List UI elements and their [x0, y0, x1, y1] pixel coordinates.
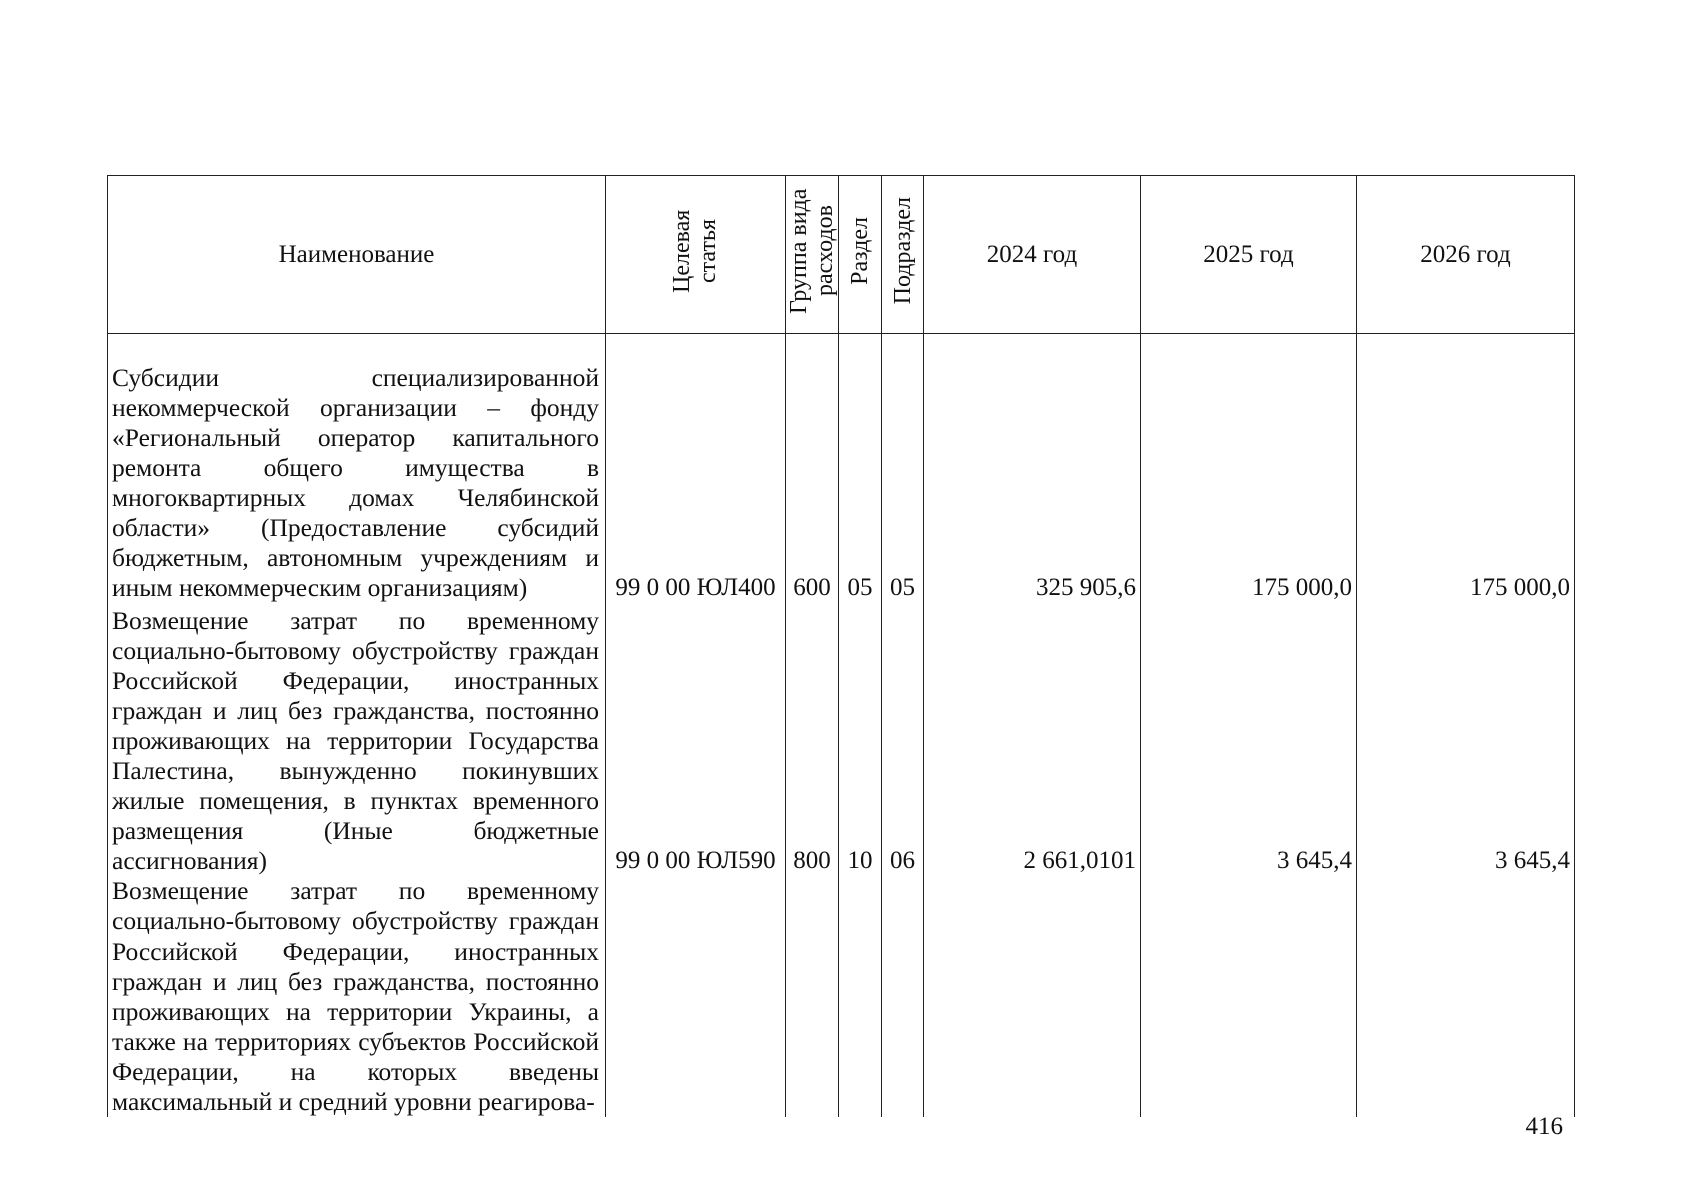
header-year-2025: 2025 год [1141, 176, 1357, 334]
row-name: Возмещение затрат по временному социально-бытовому обустройству граждан Российской Федерации, иностранных граждан и лиц без гражданства, постоянно проживающих на территории Украины, а также на территориях субъектов Российской Федерации, на которых введены максимальный и средний уровни реагирова- [108, 876, 606, 1117]
header-subsection-text: Подраздел [889, 197, 916, 305]
row-year-2026: 3 645,4 [1357, 604, 1575, 877]
table-header-row [108, 176, 1575, 334]
header-section-text: Раздел [847, 217, 873, 285]
row-expense-group [786, 876, 839, 1117]
row-name: Возмещение затрат по временному социально-бытовому обустройству граждан Российской Федерации, иностранных граждан и лиц без гражданства, постоянно проживающих на территории Государства Палестина, вынужденно покинувших жилые помещения, в пунктах временного размещения (Иные бюджетные ассигнования) [108, 604, 606, 877]
row-section: 05 [839, 334, 882, 604]
row-year-2024: 2 661,0101 [924, 604, 1141, 877]
header-target-article-text: Целевая статья [668, 209, 721, 293]
row-section [839, 876, 882, 1117]
row-year-2026: 175 000,0 [1357, 334, 1575, 604]
row-year-2026 [1357, 876, 1575, 1117]
row-year-2025: 175 000,0 [1141, 334, 1357, 604]
page-number: 416 [1525, 1113, 1563, 1140]
header-expense-group-text: Группа вида расходов [786, 188, 838, 314]
header-year-2024: 2024 год [924, 176, 1141, 334]
row-expense-group: 800 [786, 604, 839, 877]
row-year-2024 [924, 876, 1141, 1117]
row-subsection: 06 [882, 604, 924, 877]
row-target-article [606, 876, 786, 1117]
header-target-article [606, 176, 786, 334]
budget-table [107, 175, 1575, 1117]
header-section [839, 176, 882, 334]
row-subsection [882, 876, 924, 1117]
row-year-2024: 325 905,6 [924, 334, 1141, 604]
row-year-2025 [1141, 876, 1357, 1117]
table-row [108, 334, 1575, 604]
row-expense-group: 600 [786, 334, 839, 604]
header-expense-group [786, 176, 839, 334]
row-year-2025: 3 645,4 [1141, 604, 1357, 877]
row-target-article: 99 0 00 ЮЛ590 [606, 604, 786, 877]
row-subsection: 05 [882, 334, 924, 604]
header-year-2026: 2026 год [1357, 176, 1575, 334]
table-row [108, 876, 1575, 1117]
row-target-article: 99 0 00 ЮЛ400 [606, 334, 786, 604]
row-name: Субсидии специализированной некоммерческой организации – фонду «Региональный оператор капитального ремонта общего имущества в многоквартирных домах Челябинской области» (Предоставление субсидий бюджетным, автономным учреждениям и иным некоммерческим организациям) [108, 334, 606, 604]
row-section: 10 [839, 604, 882, 877]
header-name: Наименование [108, 176, 606, 334]
table-row [108, 604, 1575, 877]
header-subsection [882, 176, 924, 334]
